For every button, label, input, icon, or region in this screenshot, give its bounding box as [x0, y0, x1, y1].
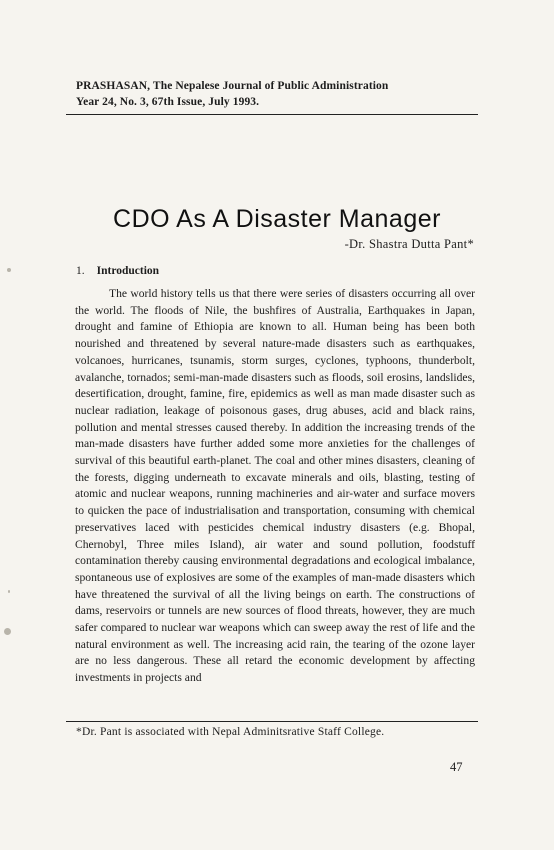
footnote-divider [66, 721, 478, 722]
article-title: CDO As A Disaster Manager [113, 205, 441, 233]
page-number: 47 [450, 760, 463, 774]
issue-line: Year 24, No. 3, 67th Issue, July 1993. [76, 96, 260, 108]
body-paragraph: The world history tells us that there were series of disasters occurring all over the world. The floods of Nile, the bushfires of Australia, Earthquakes in Japan, drought and famine of Ethiopia are known to all. Human being has been both nourished and threatened by several nature-made disasters such as earthquakes, volcanoes, hurricanes, tsunamis, storm surges, cyclones, typhoons, thunderbolt, avalanche, tornados; semi-man-made disasters such as floods, soil erosins, landslides, desertification, drought, famine, fire, epidemics as well as man made disaster such as nuclear radiation, leakage of poisonous gases, drug abuses, acid and black rains, pollution and mental stresses caused thereby. In addition the increasing trends of the man-made disasters have further added some more anxieties for the challenges of survival of this beautiful earth-planet. The coal and other mines disasters, cleaning of the forests, digging underneath to excavate minerals and oils, blasting, testing of atomic and nuclear weapons, running machineries and air-water and surface movers to quicken the pace of industrialisation and transportation, consuming with chemical preservatives laced with pesticides chemical industry disasters (e.g. Bhopal, Chernobyl, Three miles Island), air water and sound pollution, foodstuff contamination thereby causing environmental degradations and ecological imbalance, spontaneous use of explosives are some of the examples of man-made disasters which have threatened the survival of all the living beings on earth. The constructions of dams, reservoirs or tunnels are new sources of flood threats, however, they are much safer compared to nuclear war weapons which can sweep away the rest of life and the natural environment as well. The increasing acid rain, the tearing of the ozone layer are no less dangerous. These all retard the economic development by affecting investments in projects and [75, 287, 475, 685]
journal-title-line: PRASHASAN, The Nepalese Journal of Public Administration [76, 80, 389, 92]
section-title: Introduction [96, 265, 160, 277]
header-divider [66, 114, 478, 115]
scan-speck [4, 628, 11, 635]
section-heading [76, 265, 159, 277]
footnote: *Dr. Pant is associated with Nepal Adminitsrative Staff College. [76, 726, 385, 738]
journal-header [76, 78, 476, 110]
scan-speck [8, 590, 10, 593]
section-number: 1. [76, 265, 85, 277]
scan-speck [7, 268, 11, 272]
article-author: -Dr. Shastra Dutta Pant* [344, 237, 474, 251]
